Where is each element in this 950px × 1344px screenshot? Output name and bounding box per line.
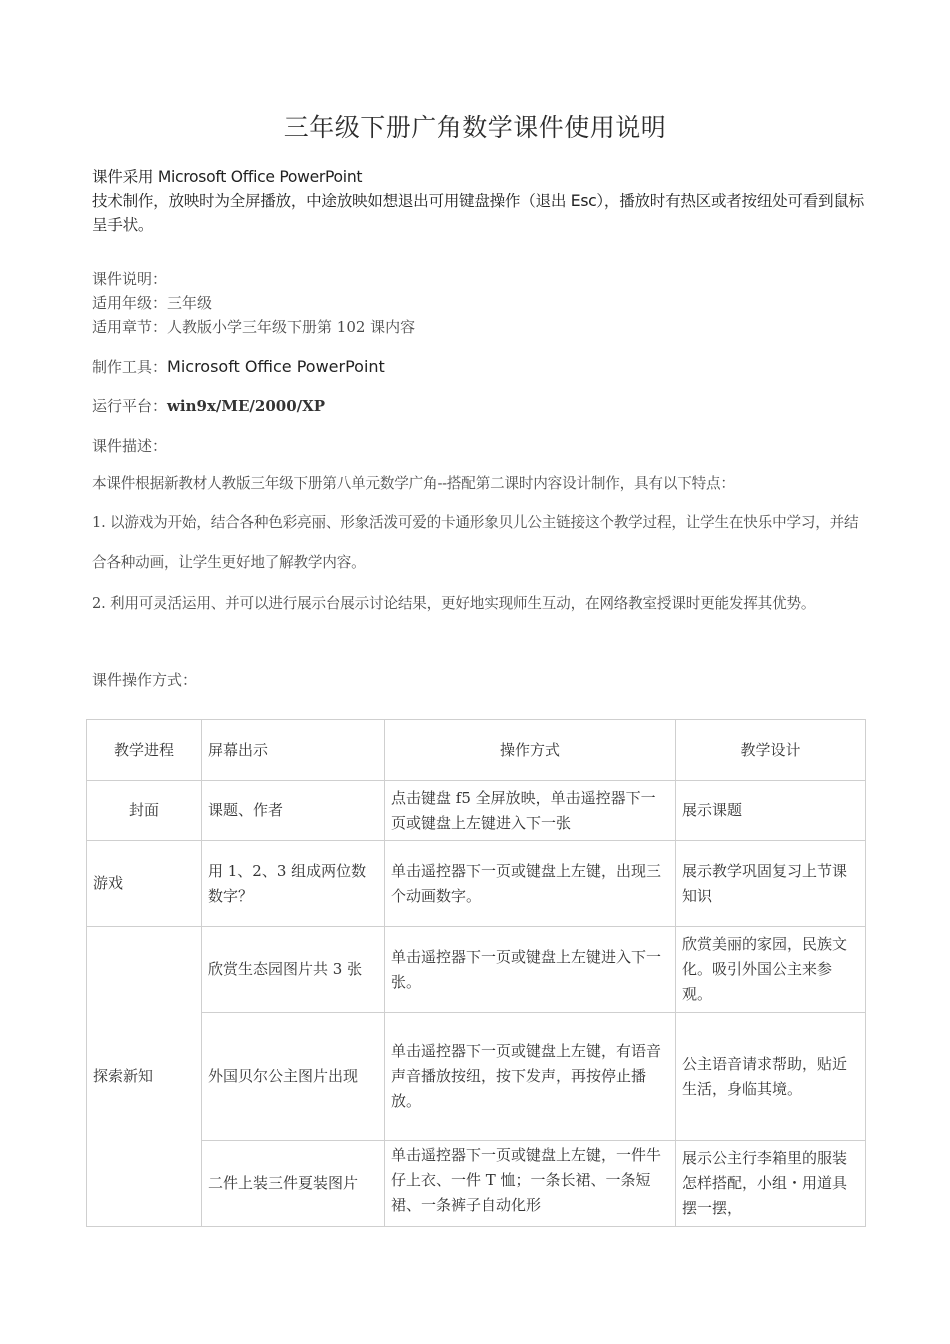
header-design: 教学设计: [676, 720, 866, 781]
operation-cell: 单击遥控器下一页或键盘上左键，有语音声音播放按纽，按下发声，再按停止播放。: [385, 1013, 676, 1141]
screen-cell: 用 1、2、3 组成两位数数字？: [202, 841, 385, 927]
platform-label: 运行平台：: [92, 397, 168, 415]
operation-cell: 单击遥控器下一页或键盘上左键进入下一张。: [385, 927, 676, 1013]
operation-cell: [385, 1141, 676, 1227]
screen-cell: 欣赏生态园图片共 3 张: [202, 927, 385, 1013]
design-cell: 展示公主行李箱里的服装怎样搭配，小组・用道具摆一摆，: [676, 1141, 866, 1227]
table-row: [87, 927, 866, 1013]
design-cell: 欣赏美丽的家园，民族文化。吸引外国公主来参观。: [676, 927, 866, 1013]
table-row: [87, 841, 866, 927]
intro-line-1: 课件采用 Microsoft Office PowerPoint: [92, 168, 363, 186]
screen-cell: 二件上装三件夏装图片: [202, 1141, 385, 1227]
design-cell: 展示课题: [676, 781, 866, 841]
feature-point-1: 1. 以游戏为开始，结合各种色彩亮丽、形象活泼可爱的卡通形象贝儿公主链接这个教学过程，让学生在快乐中学习，并结合各种动画，让学生更好地了解教学内容。: [92, 514, 859, 571]
header-screen: 屏幕出示: [202, 720, 385, 781]
grade-label: 适用年级：: [92, 294, 168, 312]
header-stage: 教学进程: [87, 720, 202, 781]
platform-line: [92, 395, 867, 416]
stage-cell: 游戏: [87, 841, 202, 927]
stage-cell: 封面: [87, 781, 202, 841]
header-operation: 操作方式: [385, 720, 676, 781]
feature-point-2: 2. 利用可灵活运用、并可以进行展示台展示讨论结果，更好地实现师生互动，在网络教室授课时更能发挥其优势。: [92, 595, 816, 612]
stage-cell: 探索新知: [87, 927, 202, 1227]
operation-label: 课件操作方式：: [92, 671, 198, 689]
table-row: [87, 1013, 866, 1141]
chapter-line: [92, 316, 867, 337]
operation-cell: 点击键盘 f5 全屏放映，单击遥控器下一页或键盘上左键进入下一张: [385, 781, 676, 841]
operation-table: [86, 719, 866, 1227]
table-row: [87, 781, 866, 841]
intro-block: [92, 165, 867, 237]
describe-label: 课件描述：: [92, 437, 168, 455]
summary-paragraph: 本课件根据新教材人教版三年级下册第八单元数学广角--搭配第二课时内容设计制作，具有以下特点：: [92, 475, 735, 492]
platform-value: win9x/ME/2000/XP: [167, 397, 326, 415]
operation-cell: 单击遥控器下一页或键盘上左键，出现三个动画数字。: [385, 841, 676, 927]
chapter-label: 适用章节：: [92, 318, 168, 336]
chapter-value: 人教版小学三年级下册第 102 课内容: [167, 318, 416, 336]
grade-line: [92, 292, 867, 313]
table-header-row: [87, 720, 866, 781]
courseware-desc-label: 课件说明：: [92, 270, 168, 288]
tool-line: [92, 356, 867, 377]
design-cell: 展示教学巩固复习上节课知识: [676, 841, 866, 927]
operation-text: 单击遥控器下一页或键盘上左键，一件牛仔上衣、一件 T 恤；一条长裙、一条短裙、一条裤子自动化形: [391, 1145, 662, 1214]
screen-cell: 外国贝尔公主图片出现: [202, 1013, 385, 1141]
grade-value: 三年级: [167, 294, 213, 312]
design-cell: 公主语音请求帮助，贴近生活，身临其境。: [676, 1013, 866, 1141]
tool-label: 制作工具：: [92, 358, 168, 376]
intro-line-2: 技术制作，放映时为全屏播放，中途放映如想退出可用键盘操作（退出 Esc），播放时有热区或者按纽处可看到鼠标呈手状。: [92, 192, 864, 234]
document-title: 三年级下册广角数学课件使用说明: [283, 113, 667, 142]
table-row: [87, 1141, 866, 1227]
tool-value: Microsoft Office PowerPoint: [167, 357, 385, 376]
screen-cell: 课题、作者: [202, 781, 385, 841]
